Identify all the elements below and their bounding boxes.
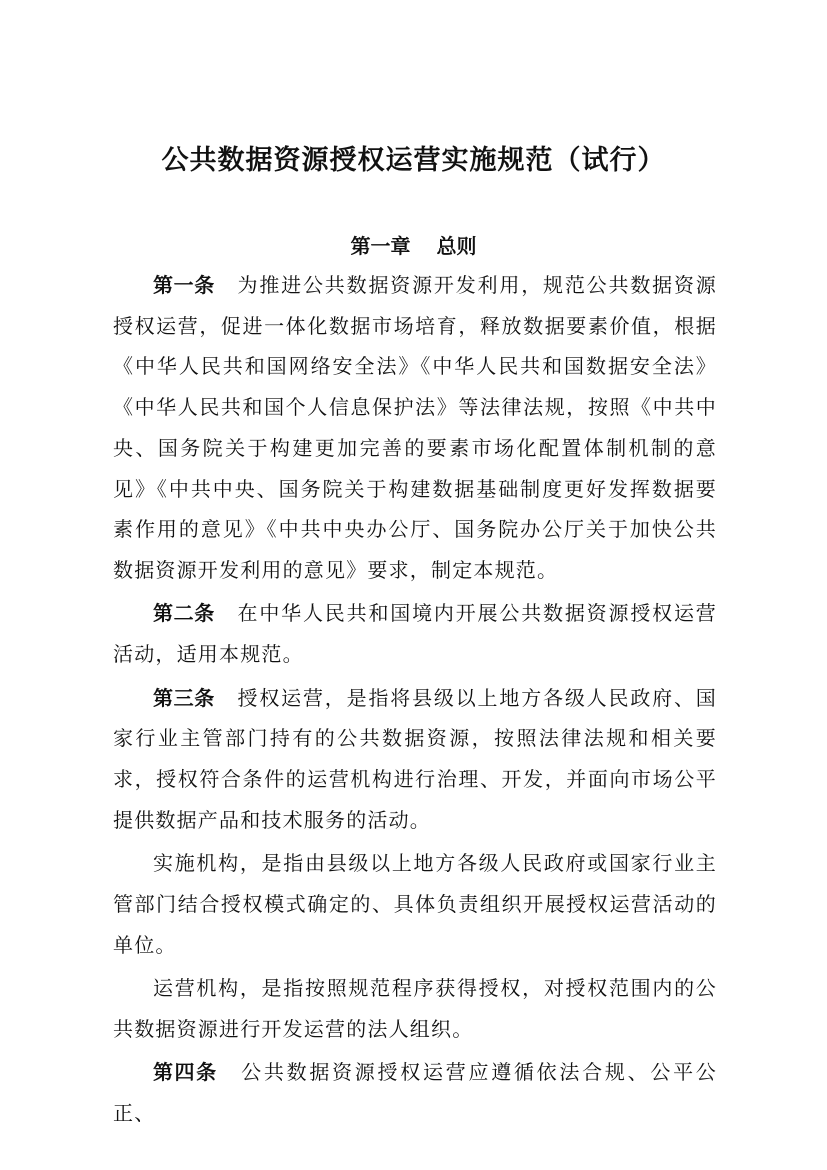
paragraph-text: 为推进公共数据资源开发利用，规范公共数据资源授权运营，促进一体化数据市场培育，释放数据要素价值，根据《中华人民共和国网络安全法》《中华人民共和国数据安全法》《中华人民共和国个人信息保护法》等法律法规，按照《中共中央、国务院关于构建更加完善的要素市场化配置体制机制的意见》《中共中央、国务院关于构建数据基础制度更好发挥数据要素作用的意见》《中共中央办公厅、国务院办公厅关于加快公共数据资源开发利用的意见》要求，制定本规范。 (113, 273, 717, 582)
paragraph-text: 授权运营，是指将县级以上地方各级人民政府、国家行业主管部门持有的公共数据资源，按照法律法规和相关要求，授权符合条件的运营机构进行治理、开发，并面向市场公平提供数据产品和技术服务的活动。 (113, 685, 717, 832)
chapter-heading (0, 230, 827, 259)
paragraph-text: 运营机构，是指按照规范程序获得授权，对授权范围内的公共数据资源进行开发运营的法人组织。 (113, 976, 717, 1041)
article-paragraph (113, 593, 717, 674)
article-number: 第三条 (153, 685, 215, 710)
article-number: 第二条 (153, 601, 215, 626)
article-paragraph (113, 265, 717, 591)
paragraph-text: 在中华人民共和国境内开展公共数据资源授权运营活动，适用本规范。 (113, 601, 717, 667)
article-number: 第一条 (153, 273, 215, 297)
chapter-name: 总则 (436, 234, 477, 258)
definition-paragraph (113, 843, 717, 965)
document-title: 公共数据资源授权运营实施规范（试行） (161, 145, 666, 176)
chapter-number: 第一章 (350, 234, 411, 258)
article-paragraph (113, 678, 717, 841)
document-body (113, 265, 717, 1137)
paragraph-text: 公共数据资源授权运营应遵循依法合规、公平公正、 (113, 1060, 718, 1126)
definition-paragraph (113, 968, 717, 1049)
paragraph-text: 实施机构，是指由县级以上地方各级人民政府或国家行业主管部门结合授权模式确定的、具体负责组织开展授权运营活动的单位。 (113, 851, 717, 957)
article-paragraph (113, 1052, 717, 1133)
article-number: 第四条 (153, 1060, 218, 1085)
